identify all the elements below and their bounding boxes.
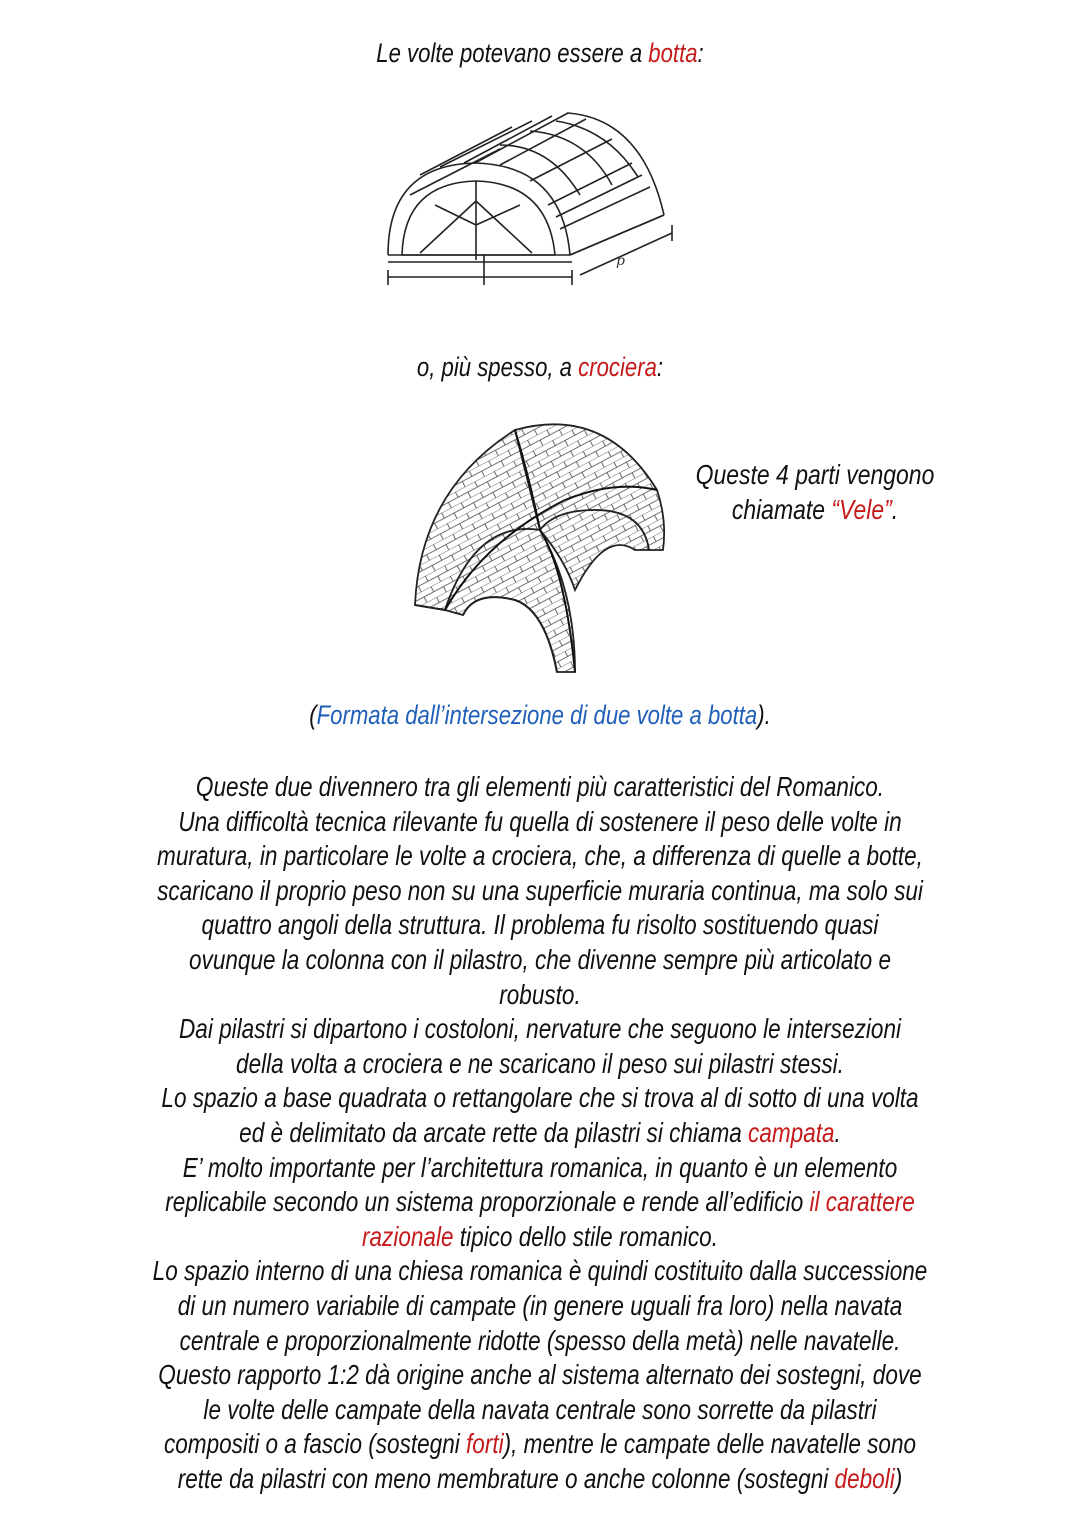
vele-note: [688, 457, 942, 527]
cross-vault-illustration: [405, 410, 675, 680]
heading-text: Le volte potevano essere a: [376, 38, 649, 68]
body-line: [97, 1220, 983, 1255]
caption-text: Formata dall’intersezione di due volte a botta: [316, 700, 758, 730]
body-line: muratura, in particolare le volte a crociera, che, a differenza di quelle a botte,: [157, 840, 923, 872]
body-text: ), mentre le campate delle navatelle sono: [503, 1428, 917, 1460]
heading-text: o, più spesso, a: [416, 352, 579, 382]
vele-note-punct: .: [891, 494, 899, 525]
body-line: [97, 1427, 983, 1462]
body-line: scaricano il proprio peso non su una superficie muraria continua, ma solo sui: [157, 874, 923, 906]
body-line: [97, 1116, 983, 1151]
body-paragraph: [97, 770, 983, 1496]
term-crociera: crociera: [578, 352, 657, 382]
body-line: [97, 1462, 983, 1497]
term-carattere: il carattere: [809, 1186, 915, 1218]
body-line: Dai pilastri si dipartono i costoloni, nervature che seguono le intersezioni: [178, 1013, 901, 1045]
body-punct: ): [894, 1462, 903, 1494]
term-razionale: razionale: [362, 1220, 454, 1252]
body-line: Lo spazio a base quadrata o rettangolare che si trova al di sotto di una volta: [161, 1082, 919, 1114]
body-line: centrale e proporzionalmente ridotte (spesso della metà) nelle navatelle.: [179, 1324, 901, 1356]
body-text: rette da pilastri con meno membrature o anche colonne (sostegni: [177, 1462, 835, 1494]
heading-cross-vault: [97, 352, 983, 383]
caption-paren: ).: [757, 700, 771, 730]
body-text: compositi o a fascio (sostegni: [163, 1428, 467, 1460]
body-line: le volte delle campate della navata centrale sono sorrette da pilastri: [203, 1393, 877, 1425]
body-line: della volta a crociera e ne scaricano il peso sui pilastri stessi.: [236, 1047, 844, 1079]
body-line: Lo spazio interno di una chiesa romanica è quindi costituito dalla successione: [152, 1255, 928, 1287]
term-campata: campata: [748, 1116, 835, 1148]
body-line: Questo rapporto 1:2 dà origine anche al sistema alternato dei sostegni, dove: [158, 1359, 922, 1391]
body-line: Una difficoltà tecnica rilevante fu quella di sostenere il peso delle volte in: [178, 805, 902, 837]
body-line: ovunque la colonna con il pilastro, che divenne sempre più articolato e: [189, 943, 891, 975]
vele-note-line2: [688, 492, 942, 527]
cross-vault-caption: [97, 700, 983, 731]
barrel-vault-illustration: [380, 105, 680, 305]
heading-barrel-vault: [97, 38, 983, 69]
body-text: tipico dello stile romanico.: [453, 1220, 718, 1252]
svg-text:p: p: [616, 253, 625, 269]
term-botta: botta: [648, 38, 698, 68]
body-line: di un numero variabile di campate (in genere uguali fra loro) nella navata: [177, 1289, 903, 1321]
body-line: Queste due divennero tra gli elementi più caratteristici del Romanico.: [195, 771, 885, 802]
caption-paren: (: [309, 700, 317, 730]
body-punct: .: [834, 1116, 841, 1148]
body-line: E’ molto importante per l’architettura romanica, in quanto è un elemento: [182, 1151, 898, 1183]
body-line: [97, 1185, 983, 1220]
body-text: replicabile secondo un sistema proporzionale e rende all’edificio: [165, 1186, 810, 1218]
heading-punct: :: [656, 352, 664, 382]
vele-note-line1: Queste 4 parti vengono: [695, 459, 935, 490]
term-deboli: deboli: [834, 1462, 895, 1494]
body-text: ed è delimitato da arcate rette da pilastri si chiama: [239, 1116, 749, 1148]
body-line: robusto.: [499, 978, 581, 1010]
heading-punct: :: [697, 38, 704, 68]
term-vele: “Vele”: [831, 494, 892, 525]
vele-note-text: chiamate: [731, 494, 832, 525]
body-line: quattro angoli della struttura. Il problema fu risolto sostituendo quasi: [201, 909, 879, 941]
term-forti: forti: [466, 1428, 504, 1460]
